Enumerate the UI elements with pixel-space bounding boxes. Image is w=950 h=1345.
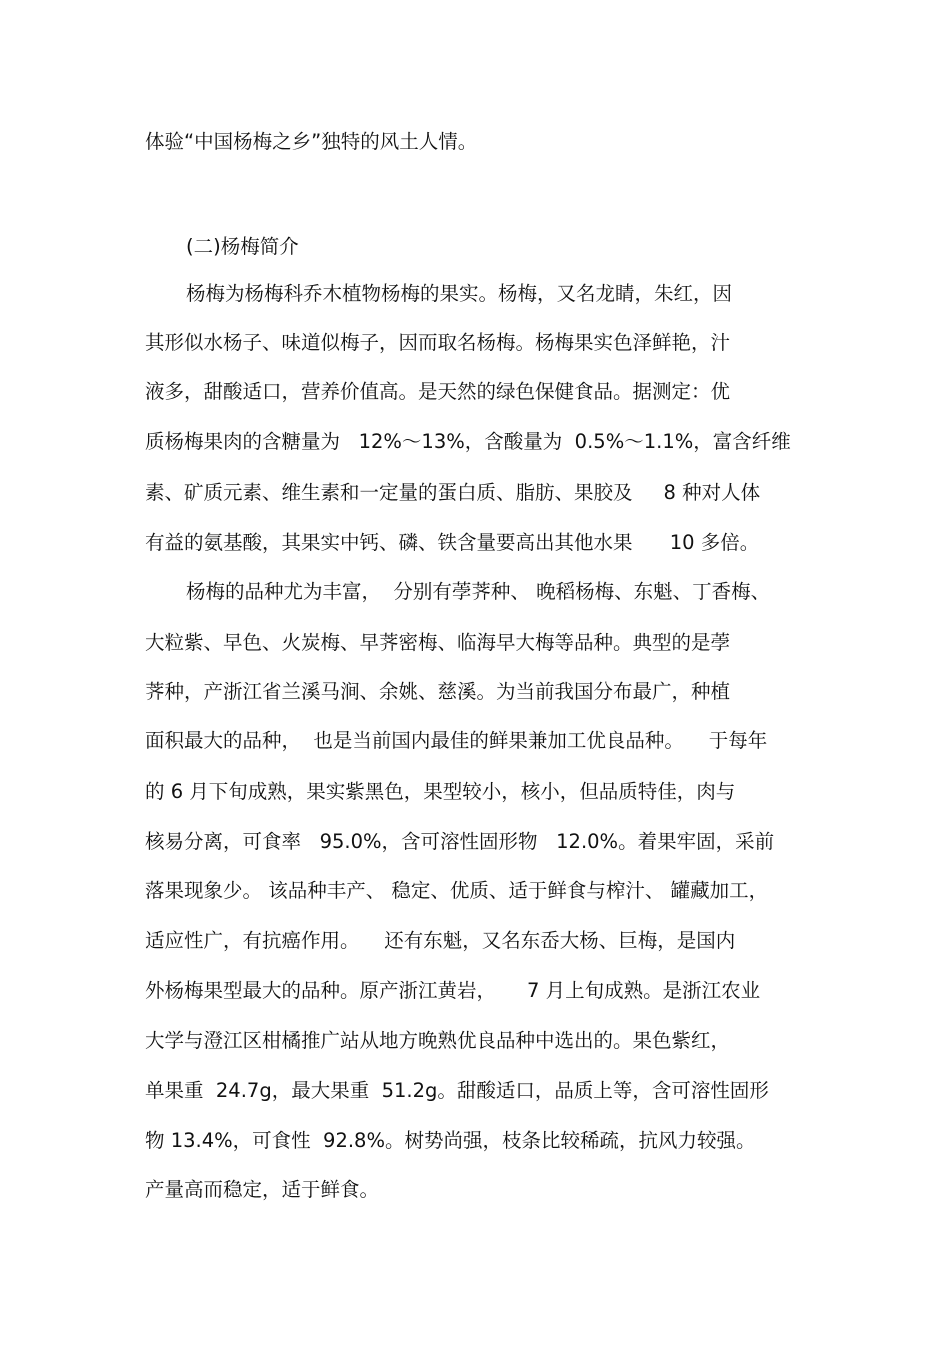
text-line: 杨梅的品种尤为丰富， 分别有荸荠种、 晚稻杨梅、东魁、丁香梅、 <box>186 580 771 603</box>
text-line: 有益的氨基酸，其果实中钙、磷、铁含量要高出其他水果 10 多倍。 <box>145 531 760 554</box>
text-line: 面积最大的品种， 也是当前国内最佳的鲜果兼加工优良品种。 于每年 <box>145 729 768 752</box>
text-line: 荠种，产浙江省兰溪马涧、余姚、慈溪。为当前我国分布最广，种植 <box>145 680 731 703</box>
text-line: 大学与澄江区柑橘推广站从地方晚熟优良品种中选出的。果色紫红， <box>145 1029 731 1052</box>
text-line: 适应性广，有抗癌作用。 还有东魁，又名东岙大杨、巨梅，是国内 <box>145 929 736 952</box>
text-line: 落果现象少。 该品种丰产、 稳定、优质、适于鲜食与榨汁、 罐藏加工， <box>145 879 769 902</box>
text-line: 产量高而稳定，适于鲜食。 <box>145 1178 380 1201</box>
text-line: 质杨梅果肉的含糖量为 12%～13%，含酸量为 0.5%～1.1%，富含纤维 <box>145 430 791 453</box>
text-line: 的 6 月下旬成熟，果实紫黑色，果型较小，核小，但品质特佳，肉与 <box>145 780 736 803</box>
text-line: 大粒紫、早色、火炭梅、早荠密梅、临海早大梅等品种。典型的是荸 <box>145 631 731 654</box>
text-line: 其形似水杨子、味道似梅子，因而取名杨梅。杨梅果实色泽鲜艳，汁 <box>145 331 731 354</box>
section-heading: (二)杨梅简介 <box>186 235 299 258</box>
text-line: 核易分离，可食率 95.0%，含可溶性固形物 12.0%。着果牢固，采前 <box>145 830 775 853</box>
text-line: 杨梅为杨梅科乔木植物杨梅的果实。杨梅，又名龙睛，朱红，因 <box>186 282 733 305</box>
text-line: 外杨梅果型最大的品种。原产浙江黄岩， 7 月上旬成熟。是浙江农业 <box>145 979 761 1002</box>
text-line: 体验“中国杨梅之乡”独特的风土人情。 <box>145 130 478 153</box>
text-line: 单果重 24.7g，最大果重 51.2g。甜酸适口，品质上等，含可溶性固形 <box>145 1079 769 1102</box>
text-line: 液多，甜酸适口，营养价值高。是天然的绿色保健食品。据测定：优 <box>145 380 731 403</box>
text-line: 物 13.4%，可食性 92.8%。树势尚强，枝条比较稀疏，抗风力较强。 <box>145 1129 756 1152</box>
text-line: 素、矿质元素、维生素和一定量的蛋白质、脂肪、果胶及 8 种对人体 <box>145 481 761 504</box>
